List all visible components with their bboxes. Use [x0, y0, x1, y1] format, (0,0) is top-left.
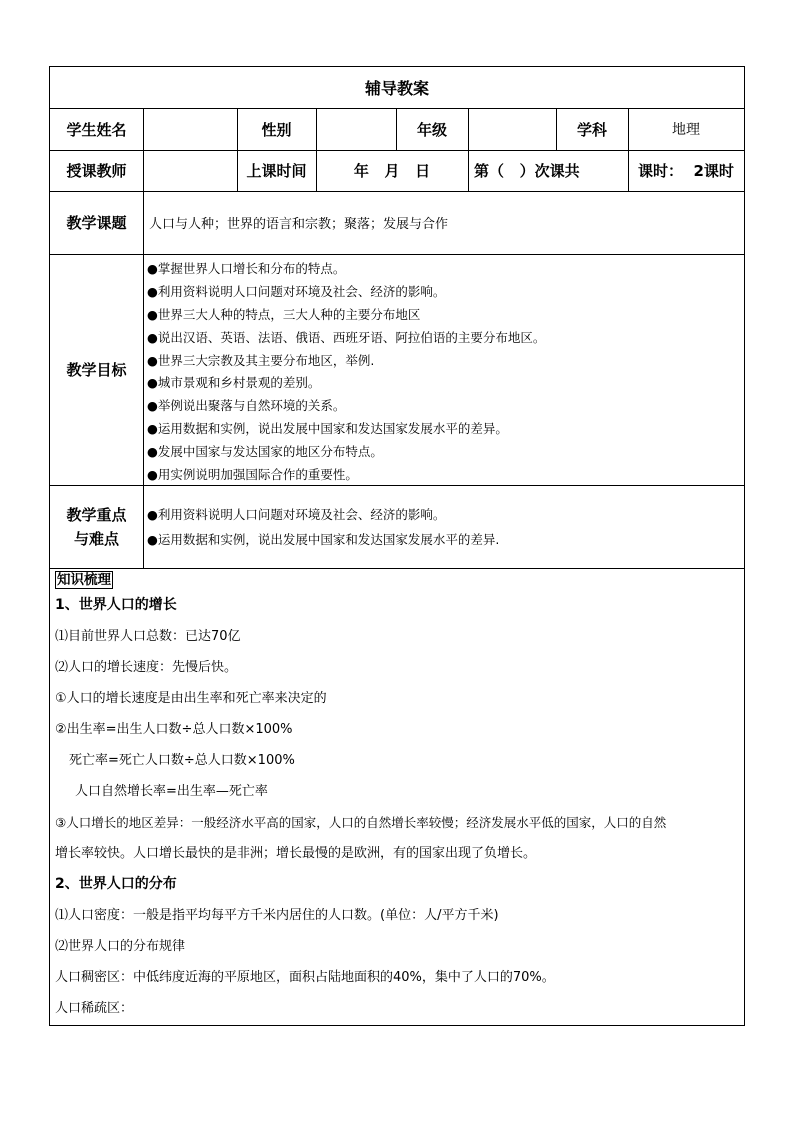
subject-label: 学科	[576, 120, 607, 139]
content-line: ⑵人口的增长速度：先慢后快。	[55, 660, 238, 675]
row-divider	[50, 568, 744, 569]
topic-label: 教学课题	[66, 214, 127, 232]
list-item: ●用实例说明加强国际合作的重要性。	[147, 467, 358, 483]
session-count-field[interactable]: 第（ ）次课共	[474, 162, 580, 180]
key-points-label-line2: 与难点	[73, 529, 119, 548]
class-hours-field[interactable]: 课时： 2课时	[638, 162, 734, 180]
teacher-label: 授课教师	[66, 162, 127, 180]
lesson-time-label: 上课时间	[246, 162, 307, 180]
content-line: ⑴目前世界人口总数：已达70亿	[55, 629, 241, 644]
list-item: ●发展中国家与发达国家的地区分布特点。	[147, 444, 383, 460]
key-points-list	[147, 502, 737, 552]
content-line: ③人口增长的地区差异：一般经济水平高的国家，人口的自然增长率较慢；经济发展水平低的国家，人口的自然	[55, 815, 667, 830]
content-line: 增长率较快。人口增长最快的是非洲；增长最慢的是欧洲，有的国家出现了负增长。	[55, 846, 537, 861]
gender-label: 性别	[261, 120, 292, 139]
key-points-label-line1: 教学重点	[66, 505, 127, 524]
list-item: ●掌握世界人口增长和分布的特点。	[147, 261, 346, 276]
content-line: 人口稀疏区：	[55, 1001, 134, 1016]
list-item: ●运用数据和实例，说出发展中国家和发达国家发展水平的差异。	[147, 421, 508, 437]
section-heading: 2、世界人口的分布	[55, 876, 177, 892]
content-line: ②出生率=出生人口数÷总人口数×100%	[55, 722, 293, 737]
topic-value: 人口与人种；世界的语言和宗教；聚落；发展与合作	[149, 217, 449, 232]
list-item: ●利用资料说明人口问题对环境及社会、经济的影响。	[147, 507, 446, 522]
list-item: ●世界三大人种的特点，三大人种的主要分布地区	[147, 306, 421, 322]
page-title: 辅导教案	[364, 79, 429, 98]
row-divider	[50, 254, 744, 255]
list-item: ●城市景观和乡村景观的差别。	[147, 375, 321, 391]
content-line: ①人口的增长速度是由出生率和死亡率来决定的	[55, 691, 327, 706]
lesson-plan-table	[49, 66, 745, 1026]
list-item: ●世界三大宗教及其主要分布地区，举例.	[147, 352, 375, 368]
lesson-date-field[interactable]: 年 月 日	[353, 162, 431, 180]
content-line: ⑴人口密度：一般是指平均每平方千米内居住的人口数。(单位：人/平方千米)	[55, 908, 499, 923]
section-heading: 1、世界人口的增长	[55, 597, 177, 613]
knowledge-heading: 知识梳理	[57, 572, 111, 588]
student-name-field[interactable]	[143, 108, 237, 150]
list-item: ●说出汉语、英语、法语、俄语、西班牙语、阿拉伯语的主要分布地区。	[147, 329, 546, 345]
grade-label: 年级	[416, 120, 447, 139]
knowledge-section	[55, 570, 743, 1024]
key-points-label	[50, 485, 143, 568]
content-line: ⑵世界人口的分布规律	[55, 939, 186, 954]
grade-field[interactable]	[468, 108, 556, 150]
col-divider	[143, 191, 144, 568]
objectives-label: 教学目标	[66, 361, 127, 379]
student-name-label: 学生姓名	[66, 120, 127, 139]
teacher-field[interactable]	[143, 150, 237, 191]
list-item: ●举例说出聚落与自然环境的关系。	[147, 398, 346, 414]
content-line: 人口稠密区：中低纬度近海的平原地区，面积占陆地面积的40%，集中了人口的70%。	[55, 970, 555, 985]
content-line: 人口自然增长率=出生率—死亡率	[75, 784, 268, 799]
objectives-list	[147, 258, 737, 487]
gender-field[interactable]	[316, 108, 396, 150]
list-item: ●运用数据和实例，说出发展中国家和发达国家发展水平的差异.	[147, 532, 500, 547]
subject-field[interactable]: 地理	[672, 122, 700, 138]
list-item: ●利用资料说明人口问题对环境及社会、经济的影响。	[147, 283, 446, 299]
content-line: 死亡率=死亡人口数÷总人口数×100%	[69, 753, 295, 768]
